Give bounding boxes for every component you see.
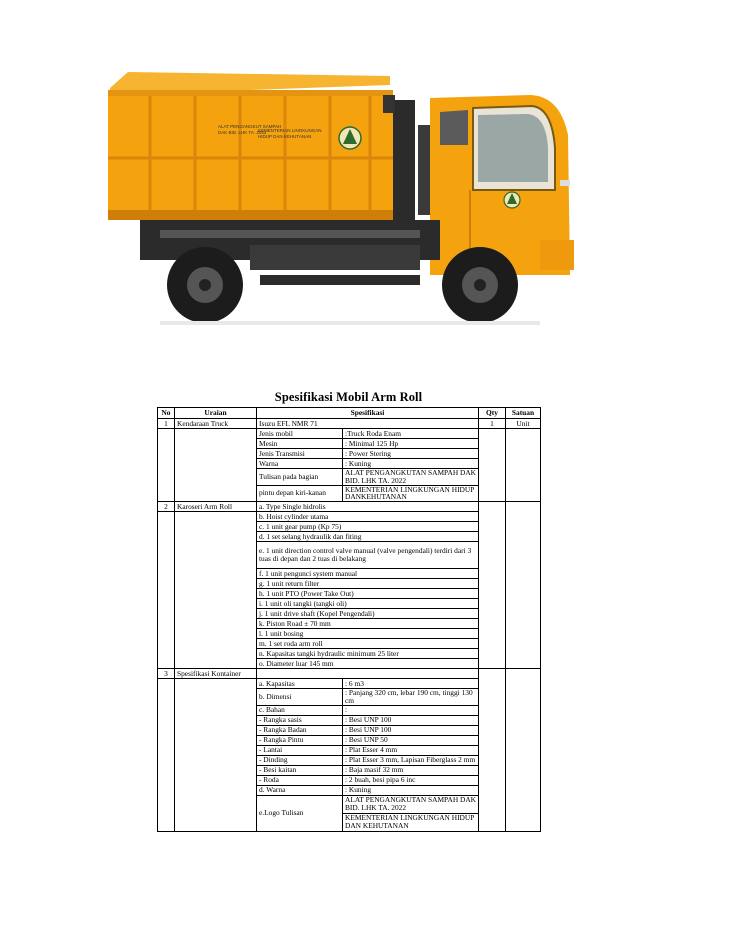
row-no: 2	[158, 502, 175, 512]
kontainer-key: - Lantai	[257, 745, 343, 755]
kontainer-key: - Rangka Badan	[257, 725, 343, 735]
kontainer-key: e.Logo Tulisan	[257, 795, 343, 831]
kontainer-value: : Plat Esser 3 mm, Lapisan Fiberglass 2 mm	[343, 755, 479, 765]
kontainer-key: - Roda	[257, 775, 343, 785]
spec-value: ALAT PENGANGKUTAN SAMPAH DAK BID. LHK TA. 2022	[343, 469, 479, 486]
front-wheel	[442, 247, 518, 323]
kontainer-value: : Panjang 320 cm, lebar 190 cm, tinggi 130 cm	[343, 689, 479, 706]
specification-table	[157, 407, 541, 832]
kontainer-value: : Besi UNP 50	[343, 735, 479, 745]
table-row	[158, 429, 541, 439]
empty-cell	[479, 502, 506, 669]
row-uraian: Kendaraan Truck	[175, 419, 257, 429]
kontainer-key: b. Dimensi	[257, 689, 343, 706]
karoseri-item: b. Hoist cylinder utama	[257, 512, 479, 522]
rear-wheel	[167, 247, 243, 323]
karoseri-item: m. 1 set roda arm roll	[257, 639, 479, 649]
body-text-3: KEMENTERIAN LINGKUNGAN	[258, 128, 322, 133]
karoseri-item: i. 1 unit oli tangki (tangki oli)	[257, 599, 479, 609]
kontainer-key: - Rangka sasis	[257, 715, 343, 725]
kontainer-value: : Besi UNP 100	[343, 725, 479, 735]
karoseri-item: c. 1 unit gear pump (Kp 75)	[257, 522, 479, 532]
truck-cab	[430, 95, 574, 275]
kontainer-value: : Plat Esser 4 mm	[343, 745, 479, 755]
row-uraian: Spesifikasi Kontainer	[175, 669, 257, 679]
kontainer-value: : 6 m3	[343, 679, 479, 689]
row-satuan: Unit	[506, 419, 541, 429]
header-spesifikasi: Spesifikasi	[257, 408, 479, 419]
table-row	[158, 419, 541, 429]
spec-value: KEMENTERIAN LINGKUNGAN HIDUP DANKEHUTANAN	[343, 485, 479, 502]
body-text-4: HIDUP DAN KEHUTANAN	[258, 134, 312, 139]
karoseri-item: f. 1 unit pengunci system manual	[257, 569, 479, 579]
kontainer-value: : 2 buah, besi pipa 6 inc	[343, 775, 479, 785]
karoseri-item: a. Type Single hidrolis	[257, 502, 479, 512]
spec-value: : Power Stering	[343, 449, 479, 459]
header-qty: Qty	[479, 408, 506, 419]
empty-cell	[158, 512, 175, 669]
kontainer-value: KEMENTERIAN LINGKUNGAN HIDUP DAN KEHUTANAN	[343, 813, 479, 831]
spec-value: : Minimal 125 Hp	[343, 439, 479, 449]
spec-key: Jenis mobil	[257, 429, 343, 439]
empty-cell	[158, 679, 175, 832]
karoseri-item: k. Piston Road ± 70 mm	[257, 619, 479, 629]
empty-cell	[175, 429, 257, 502]
karoseri-item: h. 1 unit PTO (Power Take Out)	[257, 589, 479, 599]
empty-cell	[175, 512, 257, 669]
empty-cell	[479, 669, 506, 832]
row-no: 3	[158, 669, 175, 679]
karoseri-item: o. Diameter luar 145 mm	[257, 659, 479, 669]
kontainer-value: : Besi UNP 100	[343, 715, 479, 725]
karoseri-item: l. 1 unit bosing	[257, 629, 479, 639]
spec-key: pintu depan kiri-kanan	[257, 485, 343, 502]
kontainer-key: - Dinding	[257, 755, 343, 765]
karoseri-item: d. 1 set selang hydraulik dan fiting	[257, 532, 479, 542]
kontainer-key: c. Bahan	[257, 705, 343, 715]
karoseri-item: g. 1 unit return filter	[257, 579, 479, 589]
kontainer-key: a. Kapasitas	[257, 679, 343, 689]
empty-cell	[175, 679, 257, 832]
kontainer-value: :	[343, 705, 479, 715]
table-header-row	[158, 408, 541, 419]
spec-value: : Kuning	[343, 459, 479, 469]
row-qty: 1	[479, 419, 506, 429]
kontainer-value: : Baja masif 32 mm	[343, 765, 479, 775]
kontainer-value: ALAT PENGANGKUTAN SAMPAH DAK BID. LHK TA. 2022	[343, 795, 479, 813]
kontainer-key: - Besi kaitan	[257, 765, 343, 775]
spec-value: :Truck Roda Enam	[343, 429, 479, 439]
kontainer-key: - Rangka Pintu	[257, 735, 343, 745]
header-satuan: Satuan	[506, 408, 541, 419]
empty-cell	[506, 669, 541, 832]
empty-cell	[506, 502, 541, 669]
body-text-1: ALAT PENGANGKUT SAMPAH	[218, 124, 282, 129]
spec-key: Warna	[257, 459, 343, 469]
spec-key: Mesin	[257, 439, 343, 449]
spec-key: Jenis Transmisi	[257, 449, 343, 459]
empty-cell	[479, 429, 506, 502]
kontainer-value: : Kuning	[343, 785, 479, 795]
karoseri-item: n. Kapasitas tangki hydraulic minimum 25 liter	[257, 649, 479, 659]
karoseri-item: e. 1 unit direction control valve manual (valve pengendali) terdiri dari 3 tuas di depan dan 2 tuas di belakang	[257, 542, 479, 569]
row-spesifikasi: Isuzu EFL NMR 71	[257, 419, 479, 429]
empty-cell	[158, 429, 175, 502]
header-no: No	[158, 408, 175, 419]
row-no: 1	[158, 419, 175, 429]
table-row	[158, 669, 541, 679]
empty-cell	[506, 429, 541, 502]
row-uraian: Karoseri Arm Roll	[175, 502, 257, 512]
kontainer-key: d. Warna	[257, 785, 343, 795]
empty-cell	[257, 669, 479, 679]
table-row	[158, 502, 541, 512]
karoseri-item: j. 1 unit drive shaft (Kopel Pengendali)	[257, 609, 479, 619]
page-title: Spesifikasi Mobil Arm Roll	[274, 390, 423, 404]
forestry-emblem-icon	[339, 127, 361, 149]
spec-key: Tulisan pada bagian	[257, 469, 343, 486]
body-text-2: DAK BID. LHK TA. 2022	[218, 130, 267, 135]
header-uraian: Uraian	[175, 408, 257, 419]
arm-roll-truck-image	[100, 40, 580, 340]
